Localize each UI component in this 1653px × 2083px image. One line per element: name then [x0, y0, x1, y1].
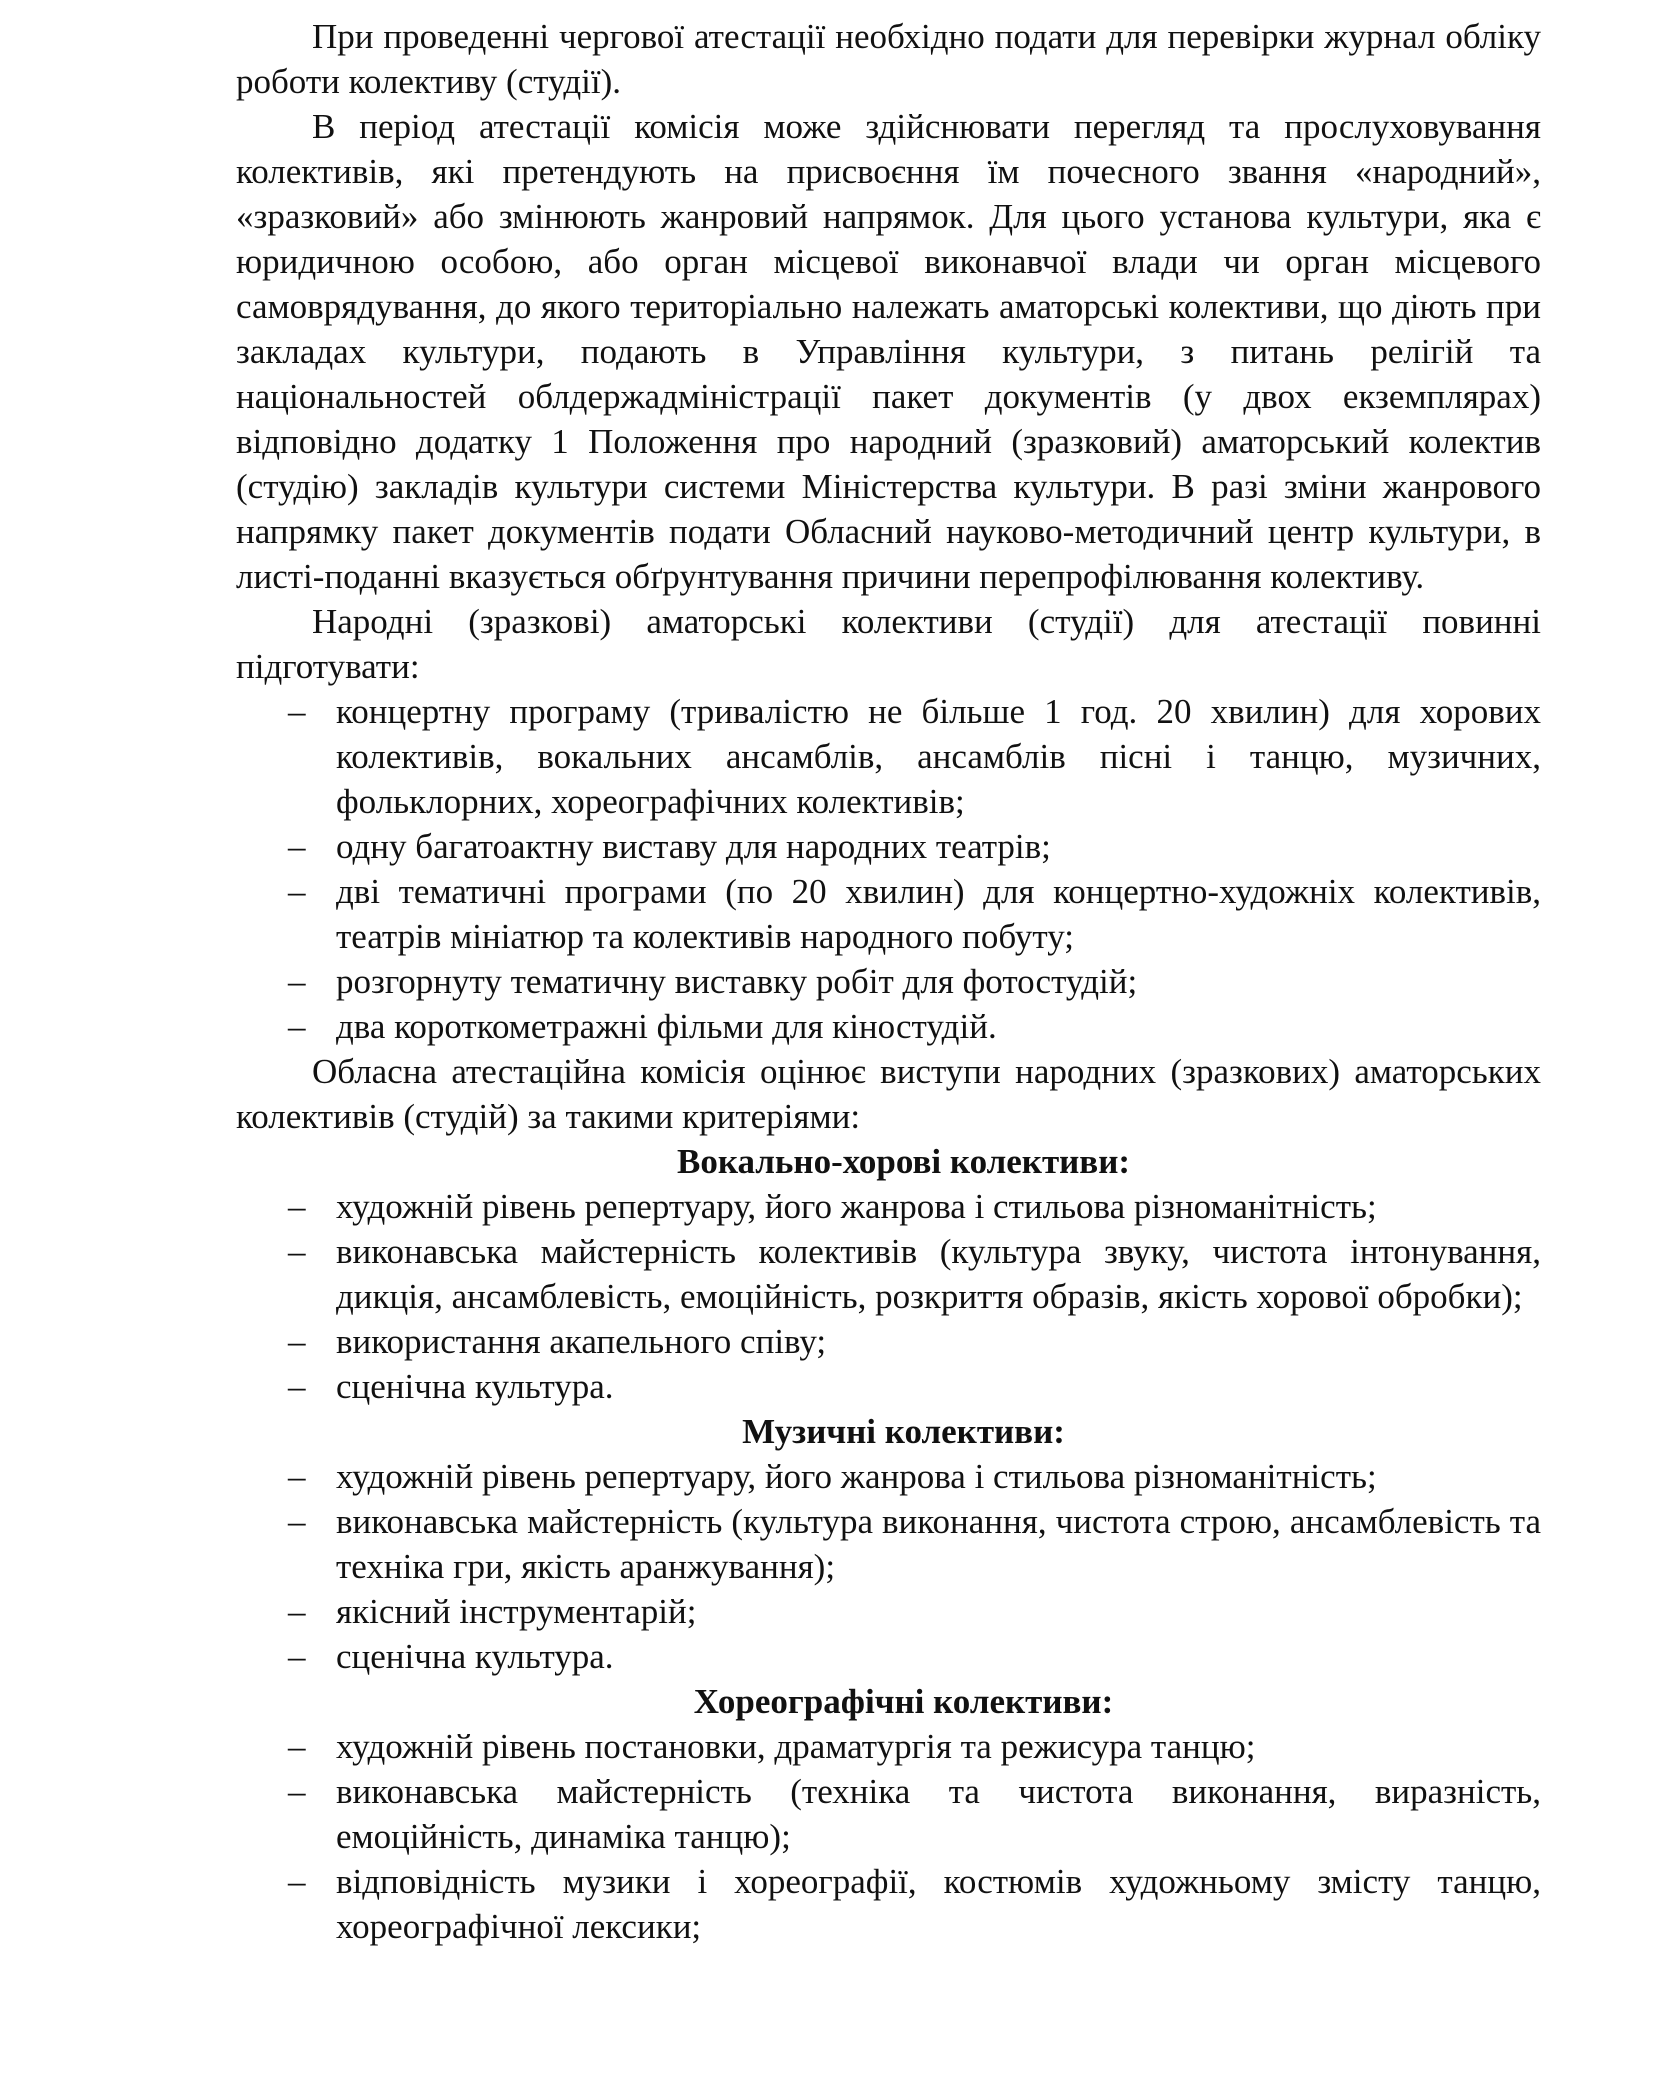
list-item: [236, 1004, 1541, 1049]
list-item: [236, 1499, 1541, 1589]
list-item: [236, 824, 1541, 869]
list-item-text: сценічна культура.: [336, 1367, 614, 1406]
dash-marker: –: [288, 1232, 306, 1271]
dash-marker: –: [288, 1007, 306, 1046]
list-item: [236, 1319, 1541, 1364]
list-item-text: художній рівень репертуару, його жанрова і стильова різноманітність;: [336, 1187, 1377, 1226]
list-item: [236, 1859, 1541, 1949]
list-item-text: розгорнуту тематичну виставку робіт для фотостудій;: [336, 962, 1138, 1001]
dash-marker: –: [288, 1367, 306, 1406]
list-item-text: концертну програму (тривалістю не більше 1 год. 20 хвилин) для хорових колективів, вокальних ансамблів, ансамблів пісні і танцю, музичних, фольклорних, хореографічних колективів;: [336, 692, 1541, 821]
dash-marker: –: [288, 1322, 306, 1361]
list-item: [236, 1724, 1541, 1769]
list-item: [236, 1364, 1541, 1409]
dash-marker: –: [288, 1187, 306, 1226]
dash-marker: –: [288, 1457, 306, 1496]
list-item: [236, 1184, 1541, 1229]
paragraph-journal: При проведенні чергової атестації необхідно подати для перевірки журнал обліку роботи колективу (студії).: [236, 17, 1541, 101]
list-item-text: якісний інструментарій;: [336, 1592, 697, 1631]
list-item-text: виконавська майстерність колективів (культура звуку, чистота інтонування, дикція, ансамблевість, емоційність, розкриття образів, якість хорової обробки);: [336, 1232, 1541, 1316]
list-item-text: два короткометражні фільми для кіностудій.: [336, 1007, 997, 1046]
section-heading-choreography: Хореографічні колективи:: [693, 1682, 1114, 1721]
choreography-criteria-list: [236, 1724, 1541, 1949]
dash-marker: –: [288, 1727, 306, 1766]
dash-marker: –: [288, 692, 306, 731]
preparation-list: [236, 689, 1541, 1049]
dash-marker: –: [288, 962, 306, 1001]
list-item-text: виконавська майстерність (культура виконання, чистота строю, ансамблевість та техніка гри, якість аранжування);: [336, 1502, 1541, 1586]
vocal-choral-criteria-list: [236, 1184, 1541, 1409]
paragraph-criteria-intro: Обласна атестаційна комісія оцінює виступи народних (зразкових) аматорських колективів (студій) за такими критеріями:: [236, 1052, 1541, 1136]
section-heading-music: Музичні колективи:: [742, 1412, 1065, 1451]
list-item: [236, 1229, 1541, 1319]
list-item: [236, 869, 1541, 959]
list-item: [236, 1454, 1541, 1499]
music-criteria-list: [236, 1454, 1541, 1679]
document-page: [236, 14, 1541, 1949]
paragraph-preparation-intro: Народні (зразкові) аматорські колективи (студії) для атестації повинні підготувати:: [236, 602, 1541, 686]
paragraph-attestation-review: В період атестації комісія може здійснювати перегляд та прослуховування колективів, які претендують на присвоєння їм почесного звання «народний», «зразковий» або змінюють жанровий напрямок. Для цього установа культури, яка є юридичною особою, або орган місцевої виконавчої влади чи орган місцевого самоврядування, до якого територіально належать аматорські колективи, що діють при закладах культури, подають в Управління культури, з питань релігій та національностей облдержадміністрації пакет документів (у двох екземплярах) відповідно додатку 1 Положення про народний (зразковий) аматорський колектив (студію) закладів культури системи Міністерства культури. В разі зміни жанрового напрямку пакет документів подати Обласний науково-методичний центр культури, в листі-поданні вказується обґрунтування причини перепрофілювання колективу.: [236, 107, 1541, 596]
list-item-text: сценічна культура.: [336, 1637, 614, 1676]
list-item: [236, 1634, 1541, 1679]
dash-marker: –: [288, 1862, 306, 1901]
dash-marker: –: [288, 1502, 306, 1541]
list-item: [236, 1589, 1541, 1634]
list-item-text: художній рівень постановки, драматургія та режисура танцю;: [336, 1727, 1256, 1766]
dash-marker: –: [288, 827, 306, 866]
list-item-text: виконавська майстерність (техніка та чистота виконання, виразність, емоційність, динаміка танцю);: [336, 1772, 1541, 1856]
list-item-text: відповідність музики і хореографії, костюмів художньому змісту танцю, хореографічної лексики;: [336, 1862, 1541, 1946]
dash-marker: –: [288, 872, 306, 911]
list-item: [236, 959, 1541, 1004]
list-item-text: художній рівень репертуару, його жанрова і стильова різноманітність;: [336, 1457, 1377, 1496]
dash-marker: –: [288, 1592, 306, 1631]
list-item: [236, 689, 1541, 824]
list-item-text: одну багатоактну виставу для народних театрів;: [336, 827, 1051, 866]
section-heading-vocal-choral: Вокально-хорові колективи:: [676, 1142, 1131, 1181]
list-item: [236, 1769, 1541, 1859]
dash-marker: –: [288, 1637, 306, 1676]
dash-marker: –: [288, 1772, 306, 1811]
list-item-text: використання акапельного співу;: [336, 1322, 827, 1361]
list-item-text: дві тематичні програми (по 20 хвилин) для концертно-художніх колективів, театрів мініатюр та колективів народного побуту;: [336, 872, 1541, 956]
